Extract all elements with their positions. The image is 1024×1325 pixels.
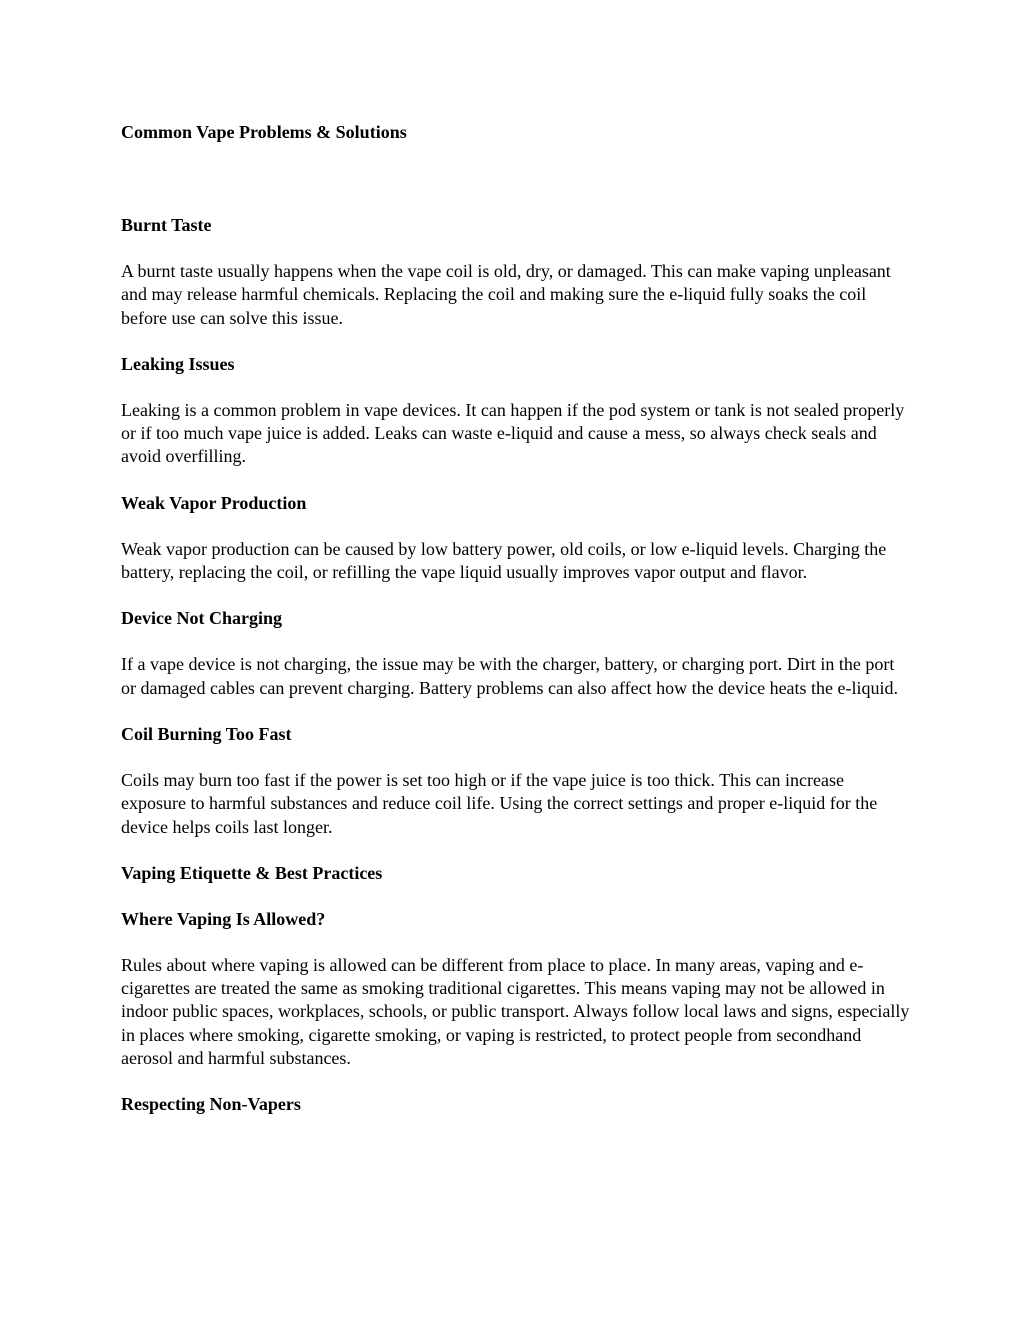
section-paragraph-device-not-charging: If a vape device is not charging, the issue may be with the charger, battery, or charging port. Dirt in the port or damaged cables can prevent charging. Battery problems can also affect how the device heats the e-liquid. — [121, 654, 899, 698]
section-paragraph-where-allowed: Rules about where vaping is allowed can be different from place to place. In many areas, vaping and e-cigarettes are treated the same as smoking traditional cigarettes. This means vaping may not be allowed in indoor public spaces, workplaces, schools, or public transport. Always follow local laws and signs, especially in places where smoking, cigarette smoking, or vaping is restricted, to protect people from secondhand aerosol and harmful substances. — [121, 954, 910, 1069]
section-heading-leaking-issues: Leaking Issues — [121, 353, 235, 374]
section-paragraph-leaking-issues: Leaking is a common problem in vape devices. It can happen if the pod system or tank is not sealed properly or if too much vape juice is added. Leaks can waste e-liquid and cause a mess, so always check seals and avoid overfilling. — [121, 399, 905, 467]
section-heading-weak-vapor: Weak Vapor Production — [121, 492, 307, 513]
section-heading-coil-burning: Coil Burning Too Fast — [121, 723, 292, 744]
document-title: Common Vape Problems & Solutions — [121, 122, 407, 142]
section-heading-where-allowed: Where Vaping Is Allowed? — [121, 908, 326, 929]
etiquette-heading: Vaping Etiquette & Best Practices — [121, 862, 383, 883]
section-paragraph-weak-vapor: Weak vapor production can be caused by low battery power, old coils, or low e-liquid levels. Charging the battery, replacing the coil, or refilling the vape liquid usually improves vapor output and flavor. — [121, 538, 887, 583]
section-paragraph-coil-burning: Coils may burn too fast if the power is set too high or if the vape juice is too thick. This can increase exposure to harmful substances and reduce coil life. Using the correct settings and proper e-liquid for the device helps coils last longer. — [121, 769, 878, 837]
section-paragraph-burnt-taste: A burnt taste usually happens when the vape coil is old, dry, or damaged. This can make vaping unpleasant and may release harmful chemicals. Replacing the coil and making sure the e-liquid fully soaks the coil before use can solve this issue. — [121, 261, 891, 328]
document-body — [121, 214, 911, 1139]
section-heading-respecting-non-vapers: Respecting Non-Vapers — [121, 1094, 301, 1115]
section-heading-burnt-taste: Burnt Taste — [121, 215, 212, 235]
section-heading-device-not-charging: Device Not Charging — [121, 608, 282, 629]
